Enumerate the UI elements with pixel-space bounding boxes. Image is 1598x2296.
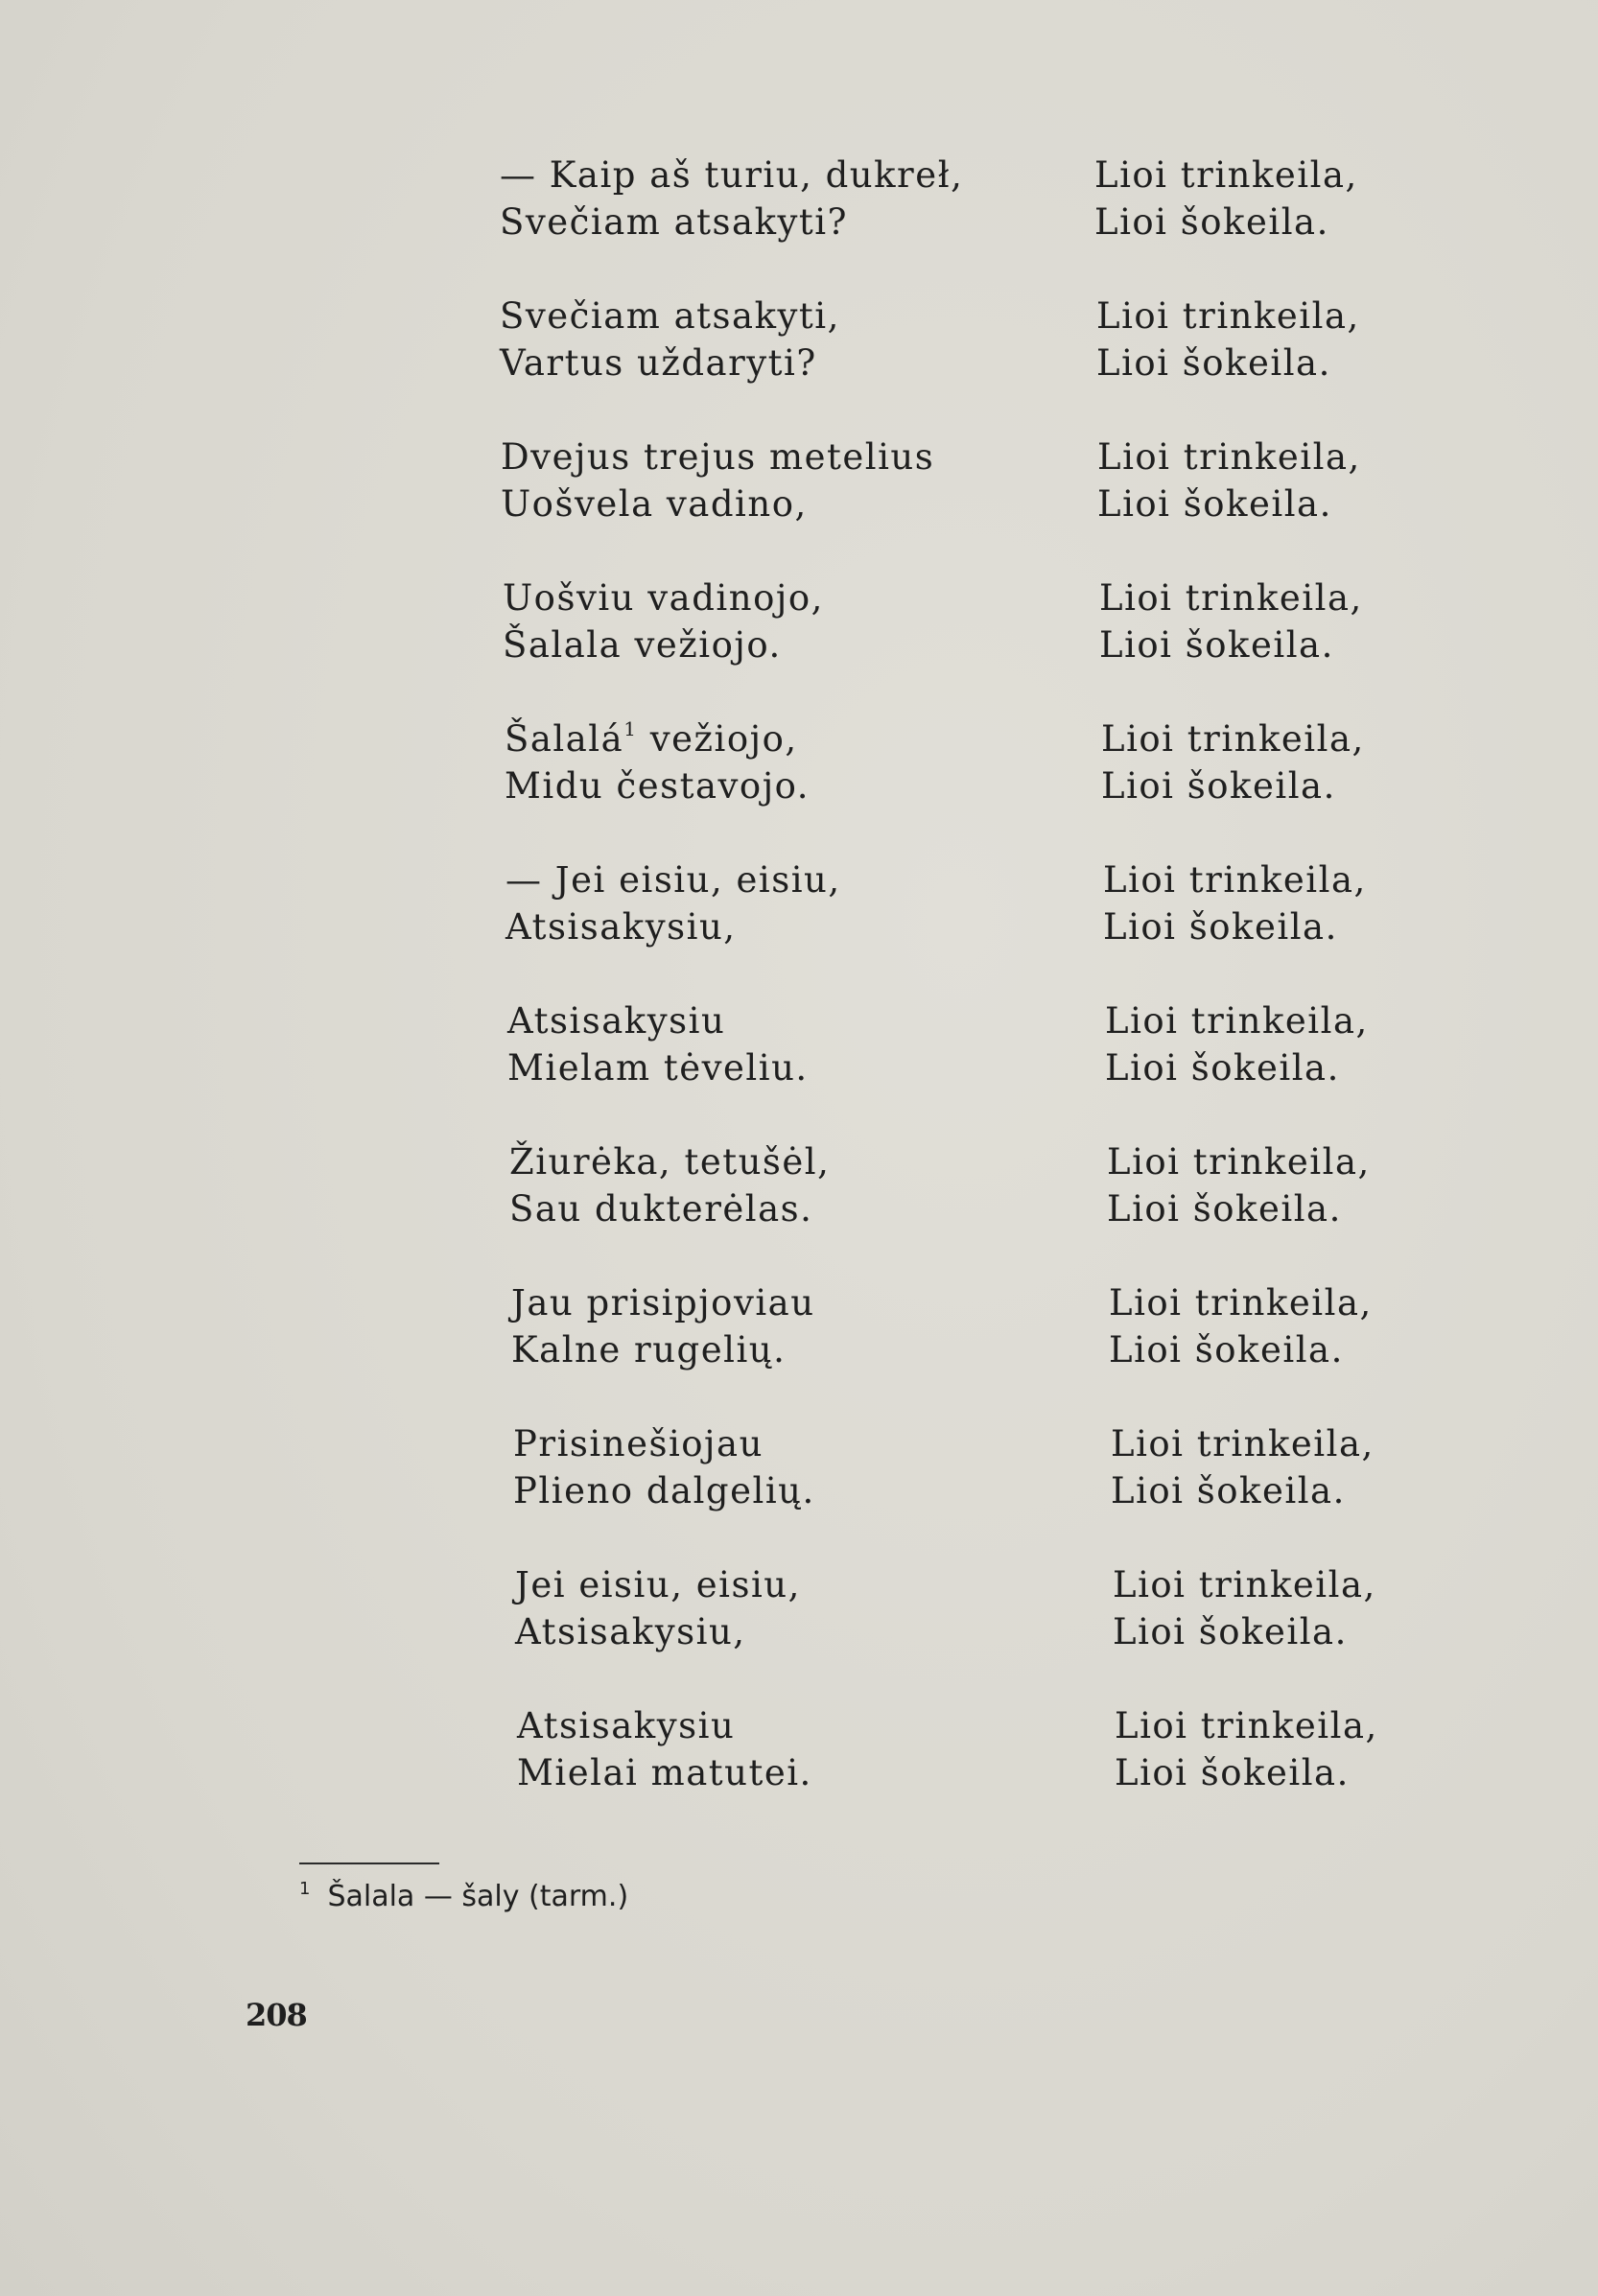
verse-line: Uošviu vadinojo, <box>503 577 824 619</box>
refrain-line: Lioi trinkeila, <box>1096 295 1360 337</box>
verse-line: — Kaip aš turiu, dukreł, <box>500 154 964 196</box>
footnote-text: Šalala — šaly (tarm.) <box>327 1880 629 1913</box>
refrain-line: Lioi trinkeila, <box>1103 859 1367 901</box>
verse-word: Šalalá <box>505 718 624 760</box>
verse-line: Jei eisiu, eisiu, <box>515 1564 801 1605</box>
stanza-10 <box>0 1420 1598 1561</box>
verse-line <box>505 715 810 762</box>
verse-line: Mielam tėveliu. <box>507 1047 809 1089</box>
refrain-line: Lioi šokeila. <box>1109 1329 1344 1371</box>
refrain-line: Lioi šokeila. <box>1103 906 1338 948</box>
refrain-line: Lioi šokeila. <box>1096 342 1331 384</box>
stanza-9 <box>0 1279 1598 1420</box>
refrain-line: Lioi trinkeila, <box>1105 1000 1369 1042</box>
refrain <box>1101 715 1365 809</box>
verse-line: Žiurėka, tetušėl, <box>509 1141 831 1183</box>
footnote-reference: 1 <box>623 717 638 740</box>
refrain-line: Lioi trinkeila, <box>1107 1141 1371 1183</box>
refrain <box>1111 1420 1375 1514</box>
verse <box>517 1702 812 1796</box>
verse <box>505 856 841 950</box>
stanza-7 <box>0 997 1598 1138</box>
refrain-line: Lioi trinkeila, <box>1097 436 1361 478</box>
refrain <box>1103 856 1367 950</box>
stanza-1 <box>0 152 1598 293</box>
refrain-line: Lioi šokeila. <box>1113 1611 1348 1652</box>
verse <box>500 152 963 246</box>
verse-line: Šalala vežiojo. <box>503 624 782 666</box>
verse-line: Dvejus trejus metelius <box>501 436 935 478</box>
refrain <box>1109 1279 1373 1373</box>
stanza-2 <box>0 293 1598 433</box>
refrain-line: Lioi trinkeila, <box>1113 1564 1376 1605</box>
verse-line: Atsisakysiu <box>517 1705 736 1746</box>
verse <box>500 293 840 387</box>
verse-line: Plieno dalgelių. <box>513 1470 815 1511</box>
verse <box>505 715 810 809</box>
refrain <box>1096 293 1360 387</box>
refrain <box>1097 433 1361 527</box>
verse-line: Svečiam atsakyti, <box>500 295 840 337</box>
footnote-mark: 1 <box>299 1879 311 1899</box>
verse <box>509 1138 830 1232</box>
verse <box>501 433 934 527</box>
stanza-6 <box>0 856 1598 997</box>
refrain-line: Lioi šokeila. <box>1105 1047 1340 1089</box>
refrain-line: Lioi trinkeila, <box>1115 1705 1378 1746</box>
refrain <box>1099 574 1363 668</box>
refrain <box>1094 152 1358 246</box>
refrain <box>1107 1138 1371 1232</box>
verse-line: Atsisakysiu, <box>515 1611 746 1652</box>
footnote <box>299 1868 628 1918</box>
verse-line: Prisinešiojau <box>513 1423 764 1464</box>
verse <box>511 1279 815 1373</box>
footnote-divider <box>299 1863 439 1864</box>
verse-line: Atsisakysiu <box>507 1000 726 1042</box>
verse-line: — Jei eisiu, eisiu, <box>505 859 841 901</box>
verse <box>513 1420 815 1514</box>
refrain <box>1105 997 1369 1091</box>
refrain-line: Lioi šokeila. <box>1111 1470 1346 1511</box>
page-number: 208 <box>246 1997 307 2033</box>
stanza-5 <box>0 715 1598 856</box>
stanza-12 <box>0 1702 1598 1843</box>
verse-line: Vartus uždaryti? <box>500 342 817 384</box>
verse-line: Jau prisipjoviau <box>511 1282 815 1324</box>
refrain-line: Lioi šokeila. <box>1107 1188 1342 1230</box>
song-text <box>0 152 1598 1843</box>
refrain-line: Lioi trinkeila, <box>1101 718 1365 760</box>
refrain-line: Lioi trinkeila, <box>1099 577 1363 619</box>
stanza-3 <box>0 433 1598 574</box>
verse-line: Midu čestavojo. <box>505 765 811 807</box>
refrain-line: Lioi trinkeila, <box>1094 154 1358 196</box>
refrain <box>1115 1702 1378 1796</box>
verse-line: Atsisakysiu, <box>505 906 737 948</box>
verse-word: vežiojo, <box>637 718 798 760</box>
stanza-11 <box>0 1561 1598 1702</box>
refrain <box>1113 1561 1376 1655</box>
verse-line: Uošvela vadino, <box>501 483 808 525</box>
refrain-line: Lioi šokeila. <box>1094 201 1329 243</box>
refrain-line: Lioi trinkeila, <box>1111 1423 1375 1464</box>
refrain-line: Lioi šokeila. <box>1101 765 1336 807</box>
verse-line: Mielai matutei. <box>517 1752 812 1793</box>
verse-line: Svečiam atsakyti? <box>500 201 848 243</box>
verse-line: Sau dukterėlas. <box>509 1188 813 1230</box>
verse <box>507 997 809 1091</box>
verse-line: Kalne rugelių. <box>511 1329 787 1371</box>
stanza-4 <box>0 574 1598 715</box>
refrain-line: Lioi šokeila. <box>1097 483 1332 525</box>
stanza-8 <box>0 1138 1598 1279</box>
verse <box>503 574 824 668</box>
verse <box>515 1561 801 1655</box>
refrain-line: Lioi trinkeila, <box>1109 1282 1373 1324</box>
refrain-line: Lioi šokeila. <box>1099 624 1334 666</box>
refrain-line: Lioi šokeila. <box>1115 1752 1350 1793</box>
